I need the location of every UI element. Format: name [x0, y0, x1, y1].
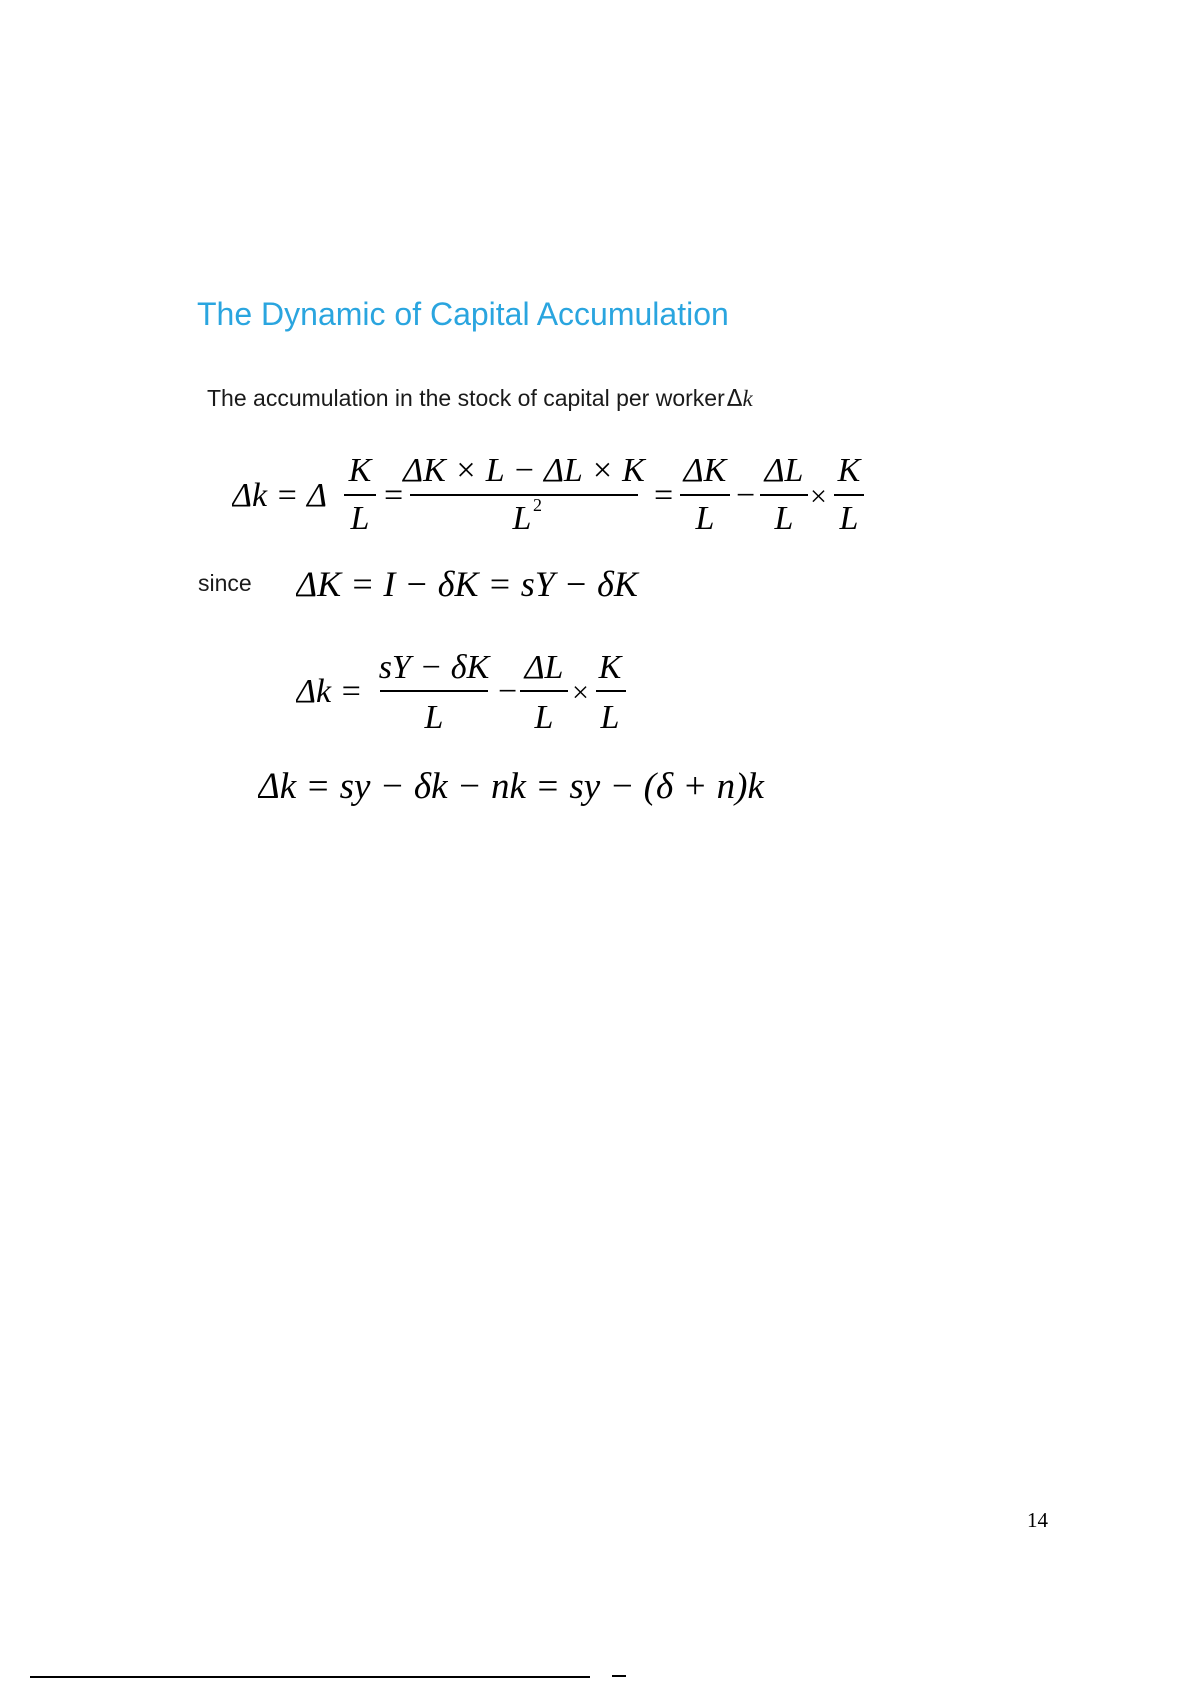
- intro-paragraph: [207, 383, 753, 414]
- eq1-equals-b: =: [654, 477, 674, 514]
- eq3-frac1-numerator: sY − δK: [378, 649, 490, 686]
- eq3-times: ×: [572, 676, 589, 709]
- delta-symbol: Δ: [726, 386, 743, 412]
- equation-delta-k-expansion: [232, 445, 872, 550]
- eq1-times: ×: [810, 480, 827, 513]
- eq3-lhs: Δk =: [296, 673, 363, 710]
- eq1-equals-a: =: [384, 477, 404, 514]
- eq3-minus: −: [498, 673, 518, 710]
- footer-rule: [30, 1676, 590, 1678]
- eq1-frac4-denominator: L: [774, 500, 794, 537]
- eq2-text: ΔK = I − δK = sY − δK: [296, 564, 638, 604]
- intro-text: The accumulation in the stock of capital per worker: [207, 385, 725, 411]
- equation-delta-k-substituted: [296, 646, 676, 751]
- eq1-frac1-denominator: L: [350, 500, 370, 537]
- footer-mark: [612, 1675, 626, 1677]
- equation-delta-k-final: [258, 760, 778, 821]
- eq4-text: Δk = sy − δk − nk = sy − (δ + n)k: [258, 766, 764, 807]
- eq1-frac5-denominator: L: [839, 500, 859, 537]
- eq1-frac5-numerator: K: [837, 452, 861, 489]
- eq3-frac2-numerator: ΔL: [524, 649, 564, 686]
- eq3-frac3-numerator: K: [598, 649, 622, 686]
- k-variable: k: [742, 386, 753, 411]
- eq1-frac1-numerator: K: [348, 452, 372, 489]
- section-heading: The Dynamic of Capital Accumulation: [197, 296, 729, 332]
- eq1-frac3-numerator: ΔK: [683, 452, 727, 489]
- eq3-frac2-denominator: L: [534, 699, 554, 736]
- eq1-frac2-numerator: ΔK × L − ΔL × K: [403, 452, 645, 489]
- page-number: 14: [1027, 1508, 1048, 1532]
- eq1-frac3-denominator: L: [695, 500, 715, 537]
- eq1-frac4-numerator: ΔL: [764, 452, 804, 489]
- eq1-minus: −: [736, 477, 756, 514]
- eq3-frac3-denominator: L: [600, 699, 620, 736]
- inline-math-delta-k: [727, 386, 753, 412]
- eq1-lhs: Δk = Δ: [232, 477, 327, 514]
- eq1-frac2-exponent: 2: [533, 495, 542, 515]
- equation-delta-capital: [296, 560, 676, 615]
- eq1-frac2-denominator: L: [512, 500, 532, 537]
- since-label: since: [198, 570, 252, 596]
- eq3-frac1-denominator: L: [424, 699, 444, 736]
